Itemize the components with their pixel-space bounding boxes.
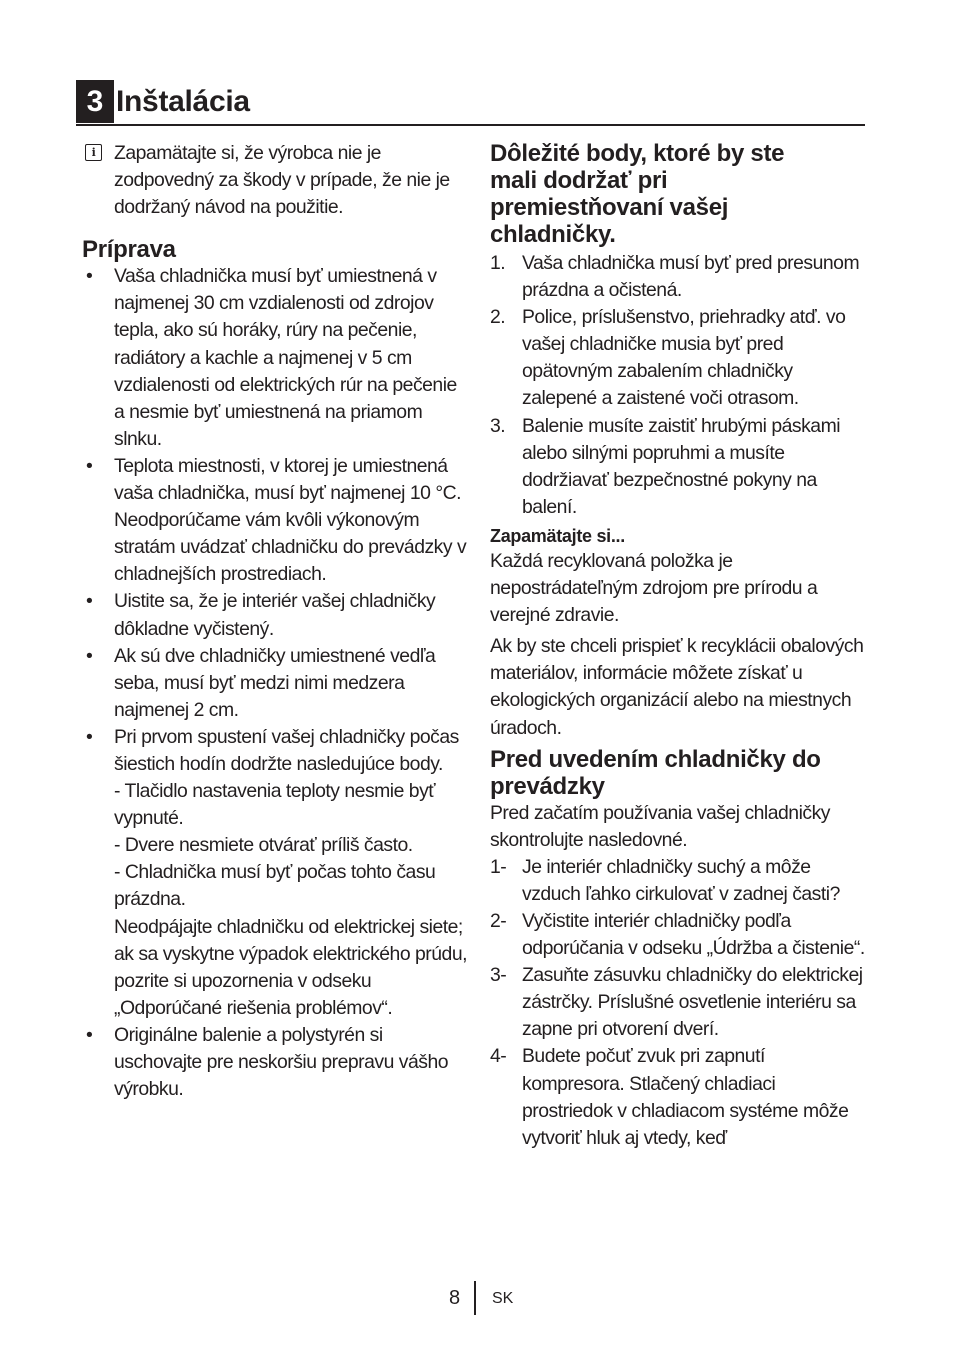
item-text: Zasuňte zásuvku chladničky do elektrickej zástrčky. Príslušné osvetlenie interiéru sa zapne pri otvorení dverí.: [522, 964, 863, 1041]
item-number: 1-: [490, 855, 507, 878]
language-code: SK: [492, 1290, 514, 1307]
first-start-line: - Chladnička musí byť počas tohto času prázdna.: [114, 861, 436, 911]
list-item: • Originálne balenie a polystyrén si uschovajte pre neskoršiu prepravu vášho výrobku.: [82, 1022, 467, 1103]
list-item: [490, 854, 870, 908]
first-start-line: Neodpájajte chladničku od elektrickej siete; ak sa vyskytne výpadok elektrického prúdu, pozrite si upozornenia v odseku „Odporúčané riešenia problémov“.: [114, 915, 467, 1019]
first-start-intro: • Pri prvom spustení vašej chladničky počas šiestich hodín dodržte nasledujúce body.: [114, 725, 459, 775]
item-text: Vyčistite interiér chladničky podľa odporúčania v odseku „Údržba a čistenie“.: [522, 909, 865, 960]
list-item: [490, 1043, 870, 1151]
start-intro: Pred začatím používania vašej chladničky skontrolujte nasledovné.: [490, 801, 830, 851]
moving-heading: Dôležité body, ktoré by ste mali dodržať pri premiestňovaní vašej chladničky.: [490, 140, 785, 248]
start-heading: Pred uvedením chladničky do prevádzky: [490, 745, 821, 800]
list-item: [490, 962, 870, 1043]
list-item: • Uistite sa, že je interiér vašej chladničky dôkladne vyčistený.: [82, 588, 467, 642]
item-text: Je interiér chladničky suchý a môže vzduch ľahko cirkulovať v zadnej časti?: [522, 855, 840, 905]
list-item: • Vaša chladnička musí byť umiestnená v najmenej 30 cm vzdialenosti od zdrojov tepla, ako sú horáky, rúry na pečenie, radiátory a kachle a najmenej v 5 cm vzdialenosti od elektrických rúr na pečenie a nesmie byť umiestnená na priamom slnku.: [82, 263, 467, 453]
section-title: Inštalácia: [116, 85, 250, 118]
priprava-list: [82, 263, 467, 1103]
right-column: [490, 140, 870, 1152]
remember-heading: Zapamätajte si...: [490, 525, 625, 546]
list-item: [490, 304, 870, 412]
left-column: [82, 140, 467, 1103]
info-note: [82, 140, 467, 221]
first-start-line: - Dvere nesmiete otvárať príliš často.: [114, 834, 413, 857]
list-item: [490, 250, 870, 304]
page-number: 8: [449, 1287, 461, 1309]
item-text: Budete počuť zvuk pri zapnutí kompresora. Stlačený chladiaci prostriedok v chladiacom systéme môže vytvoriť hluk aj vtedy, keď: [522, 1045, 849, 1149]
info-icon: i: [85, 144, 102, 161]
section-number: 3: [76, 80, 114, 123]
footer-divider: [474, 1281, 476, 1315]
item-number: 3.: [490, 414, 506, 437]
item-text: Vaša chladnička musí byť pred presunom prázdna a očistená.: [522, 252, 860, 302]
list-item: [82, 724, 467, 1022]
item-number: 1.: [490, 252, 506, 274]
list-item: [490, 413, 870, 521]
moving-list: [490, 250, 870, 521]
info-note-text: Zapamätajte si, že výrobca nie je zodpovedný za škody v prípade, že nie je dodržaný návod na použitie.: [114, 142, 450, 219]
item-number: 2.: [490, 306, 506, 329]
list-item: [490, 908, 870, 962]
item-text: Balenie musíte zaistiť hrubými páskami alebo silnými popruhmi a musíte dodržiavať bezpečnostné pokyny na balení.: [522, 414, 841, 518]
first-start-line: - Tlačidlo nastavenia teploty nesmie byť vypnuté.: [114, 780, 436, 830]
list-item: • Ak sú dve chladničky umiestnené vedľa seba, musí byť medzi nimi medzera najmenej 2 cm.: [82, 643, 467, 724]
list-item: • Teplota miestnosti, v ktorej je umiestnená vaša chladnička, musí byť najmenej 10 °C. Neodporúčame vám kvôli výkonovým stratám uvádzať chladničku do prevádzky v chladnejších prostrediach.: [82, 453, 467, 588]
item-number: 3-: [490, 964, 507, 987]
recycle-paragraph: Každá recyklovaná položka je nepostrádateľným zdrojom pre prírodu a verejné zdravie.: [490, 549, 818, 627]
item-number: 2-: [490, 909, 507, 932]
start-list: [490, 854, 870, 1152]
item-number: 4-: [490, 1045, 507, 1068]
recycle-paragraph: Ak by ste chceli prispieť k recyklácii obalových materiálov, informácie môžete získať u ekologických organizácií alebo na miestnych úradoch.: [490, 635, 864, 739]
item-text: Police, príslušenstvo, priehradky atď. vo vašej chladničke musia byť pred opätovným zabalením chladničky zalepené a zaistené voči otrasom.: [522, 306, 846, 410]
section-header: [76, 80, 865, 126]
priprava-heading: Príprava: [82, 236, 176, 264]
